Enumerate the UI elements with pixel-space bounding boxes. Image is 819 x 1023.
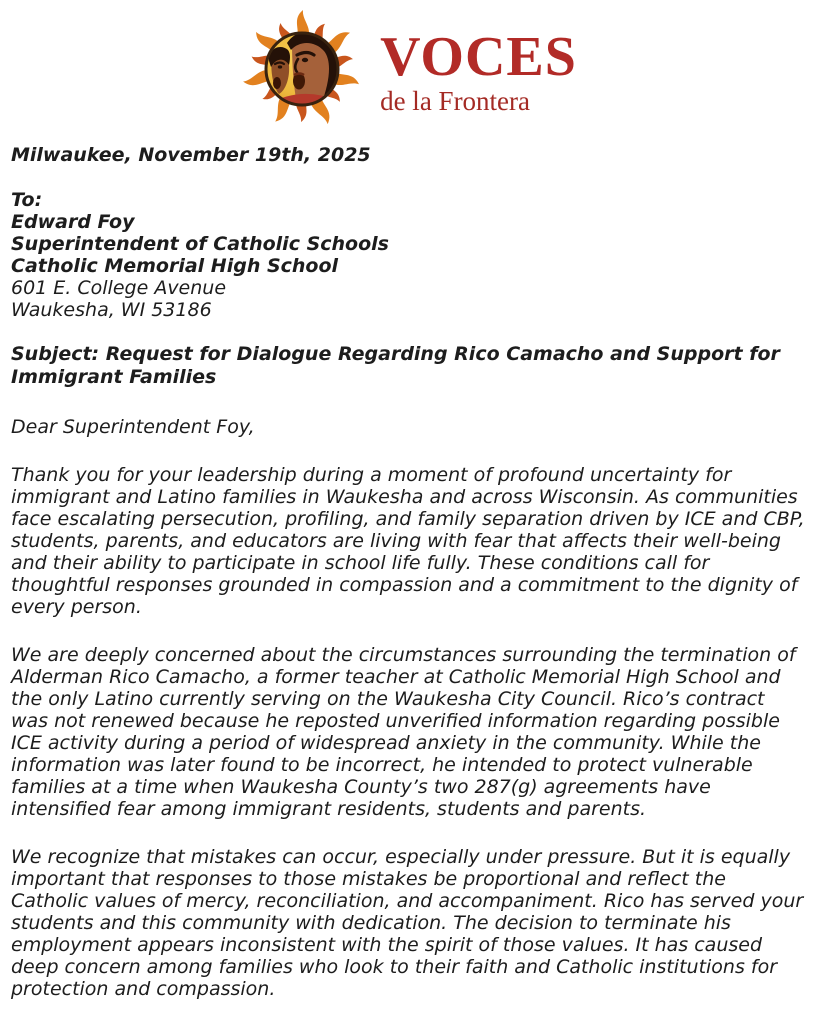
recipient-name: Edward Foy	[11, 211, 135, 233]
salutation: Dear Superintendent Foy,	[11, 416, 255, 438]
subject-line: Subject: Request for Dialogue Regarding Rico Camacho and Support for Immigrant Families	[11, 343, 780, 388]
wordmark	[380, 23, 577, 115]
paragraph-1: Thank you for your leadership during a moment of profound uncertainty for immigrant and Latino families in Waukesha and across Wisconsin. As communities face escalating persecution, profiling, and family separation driven by ICE and CBP, students, parents, and educators are living with fear that affects their well-being and their ability to participate in school life fully. These conditions call for thoughtful responses grounded in compassion and a commitment to the dignity of every person.	[11, 464, 805, 618]
org-name: VOCES	[380, 26, 577, 88]
sun-with-two-faces-icon	[242, 9, 362, 129]
org-subtitle: de la Frontera	[380, 86, 531, 116]
paragraph-3: We recognize that mistakes can occur, especially under pressure. But it is equally important that responses to those mistakes be proportional and reflect the Catholic values of mercy, reconciliation, and accompaniment. Rico has served your students and this community with dedication. The decision to terminate his employment appears inconsistent with the spirit of those values. It has caused deep concern among families who look to their faith and Catholic institutions for protection and compassion.	[11, 846, 804, 1000]
recipient-street-address: 601 E. College Avenue	[11, 277, 227, 299]
letterhead	[0, 0, 819, 126]
dateline: Milwaukee, November 19th, 2025	[11, 144, 371, 166]
letter-body	[0, 144, 819, 1000]
recipient-label: To:	[11, 189, 43, 211]
recipient-city-state-zip: Waukesha, WI 53186	[11, 299, 212, 321]
recipient-title: Superintendent of Catholic Schools	[11, 233, 389, 255]
voces-logo	[242, 9, 577, 129]
recipient-organization: Catholic Memorial High School	[11, 255, 339, 277]
recipient-block	[11, 189, 807, 321]
paragraph-2: We are deeply concerned about the circumstances surrounding the termination of Alderman Rico Camacho, a former teacher at Catholic Memorial High School and the only Latino currently serving on the Waukesha City Council. Rico’s contract was not renewed because he reposted unverified information regarding possible ICE activity during a period of widespread anxiety in the community. While the information was later found to be incorrect, he intended to protect vulnerable families at a time when Waukesha County’s two 287(g) agreements have intensified fear among immigrant residents, students and parents.	[11, 644, 796, 820]
